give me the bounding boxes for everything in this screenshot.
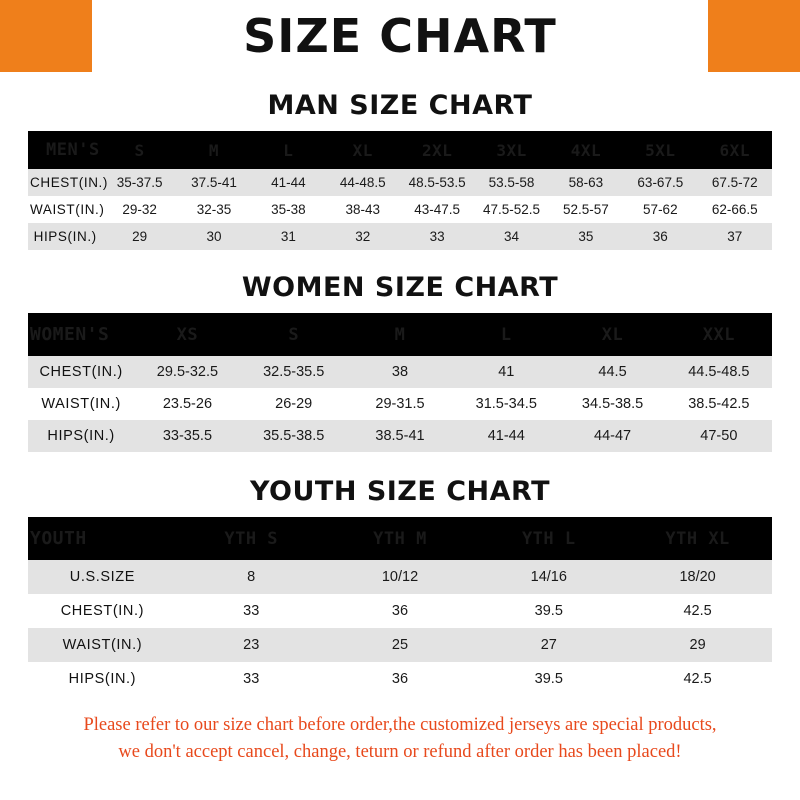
men-hips-label: HIPS(IN.) [33, 229, 97, 244]
men-hips-s: 29 [132, 229, 148, 244]
women-waist-s: 26-29 [275, 396, 313, 412]
women-size-table [28, 313, 772, 452]
youth-waist-label: WAIST(IN.) [62, 637, 143, 653]
table-row [28, 356, 772, 388]
table-row [28, 196, 772, 223]
youth-header-row [28, 517, 772, 560]
women-header-row [28, 313, 772, 356]
women-waist-xxl: 38.5-42.5 [688, 396, 750, 412]
men-waist-6xl: 62-66.5 [711, 202, 758, 217]
table-row [28, 420, 772, 452]
women-waist-xs: 23.5-26 [162, 396, 213, 412]
women-size-table-wrapper [28, 313, 772, 452]
women-header-l: L [500, 324, 512, 345]
women-header-s: S [288, 324, 300, 345]
youth-ussize-l: 14/16 [530, 569, 567, 585]
men-hips-3xl: 34 [504, 229, 520, 244]
women-chest-label: CHEST(IN.) [39, 364, 123, 380]
women-waist-xl: 34.5-38.5 [581, 396, 644, 412]
youth-hips-label: HIPS(IN.) [68, 671, 137, 687]
youth-header-xl: YTH XL [665, 528, 730, 549]
youth-waist-s: 23 [243, 637, 260, 653]
youth-chest-label: CHEST(IN.) [60, 603, 145, 619]
youth-ussize-label: U.S.SIZE [69, 569, 136, 585]
youth-chest-s: 33 [243, 603, 260, 619]
women-header-xxl: XXL [702, 324, 735, 345]
men-chest-l: 41-44 [271, 175, 306, 190]
men-waist-xl: 38-43 [345, 202, 381, 217]
youth-section-title: YOUTH SIZE CHART [249, 476, 551, 507]
youth-header-s: YTH S [224, 528, 279, 549]
policy-note-line-1: Please refer to our size chart before order,the customized jerseys are special products, [83, 715, 717, 735]
men-waist-4xl: 52.5-57 [563, 202, 609, 217]
men-chest-xl: 44-48.5 [339, 175, 386, 190]
men-header-2xl: 2XL [421, 140, 453, 160]
men-waist-s: 29-32 [122, 202, 157, 217]
youth-ussize-xl: 18/20 [679, 569, 716, 585]
men-hips-5xl: 36 [652, 229, 668, 244]
men-waist-5xl: 57-62 [643, 202, 678, 217]
table-row [28, 594, 772, 628]
men-hips-4xl: 35 [578, 229, 594, 244]
women-waist-m: 29-31.5 [375, 396, 425, 412]
women-header-xl: XL [601, 324, 624, 345]
women-section-title: WOMEN SIZE CHART [241, 272, 559, 303]
women-chest-m: 38 [391, 364, 409, 380]
table-row [28, 560, 772, 594]
women-chest-xxl: 44.5-48.5 [688, 364, 750, 380]
youth-header-label: YOUTH [30, 528, 87, 549]
men-hips-xl: 32 [355, 229, 371, 244]
youth-size-table [28, 517, 772, 696]
women-waist-l: 31.5-34.5 [475, 396, 537, 412]
men-header-6xl: 6XL [719, 140, 750, 160]
table-row [28, 169, 772, 196]
youth-hips-l: 39.5 [534, 671, 563, 687]
women-hips-xl: 44-47 [594, 428, 632, 444]
women-chest-l: 41 [498, 364, 515, 380]
youth-ussize-m: 10/12 [381, 569, 419, 585]
table-row [28, 662, 772, 696]
men-header-s: S [134, 140, 145, 160]
men-chest-5xl: 63-67.5 [637, 175, 684, 190]
men-header-5xl: 5XL [645, 140, 676, 160]
women-header-label: WOMEN'S [30, 324, 110, 345]
policy-note-line-2: we don't accept cancel, change, teturn or refund after order has been placed! [118, 741, 682, 762]
header-banner-inner [92, 0, 708, 72]
men-header-xl: XL [352, 140, 373, 160]
men-waist-2xl: 43-47.5 [414, 202, 461, 217]
men-chest-6xl: 67.5-72 [711, 175, 758, 190]
men-chest-m: 37.5-41 [191, 175, 237, 190]
men-hips-m: 30 [206, 229, 222, 244]
youth-header-m: YTH M [373, 528, 427, 549]
youth-hips-s: 33 [243, 671, 260, 687]
youth-hips-m: 36 [391, 671, 409, 687]
women-header-m: M [394, 324, 406, 345]
table-row [28, 388, 772, 420]
header-banner [0, 0, 800, 72]
table-row [28, 628, 772, 662]
youth-hips-xl: 42.5 [683, 671, 712, 687]
men-chest-2xl: 48.5-53.5 [408, 175, 466, 190]
youth-header-l: YTH L [521, 528, 576, 549]
women-hips-xxl: 47-50 [700, 428, 738, 444]
men-chest-4xl: 58-63 [568, 175, 604, 190]
youth-chest-l: 39.5 [534, 603, 563, 619]
women-chest-s: 32.5-35.5 [263, 364, 325, 380]
youth-chest-xl: 42.5 [683, 603, 712, 619]
youth-ussize-s: 8 [247, 569, 256, 585]
men-waist-l: 35-38 [271, 202, 306, 217]
men-header-m: M [208, 140, 220, 160]
women-hips-s: 35.5-38.5 [263, 428, 325, 444]
men-section-title: MAN SIZE CHART [267, 90, 533, 121]
men-chest-3xl: 53.5-58 [488, 175, 535, 190]
women-chest-xl: 44.5 [598, 364, 627, 380]
women-hips-m: 38.5-41 [375, 428, 425, 444]
men-waist-3xl: 47.5-52.5 [483, 202, 541, 217]
table-row [28, 223, 772, 250]
youth-size-table-wrapper [28, 517, 772, 696]
men-header-l: L [283, 140, 294, 160]
men-chest-s: 35-37.5 [116, 175, 163, 190]
youth-waist-l: 27 [540, 637, 557, 653]
men-header-label: MEN'S [46, 140, 100, 160]
women-hips-label: HIPS(IN.) [47, 428, 115, 444]
women-hips-l: 41-44 [487, 428, 525, 444]
men-hips-l: 31 [280, 229, 296, 244]
men-hips-6xl: 37 [727, 229, 743, 244]
policy-note [22, 712, 778, 766]
men-chest-label: CHEST(IN.) [30, 175, 108, 190]
women-hips-xs: 33-35.5 [162, 428, 213, 444]
men-hips-2xl: 33 [429, 229, 445, 244]
youth-waist-xl: 29 [689, 637, 706, 653]
men-waist-m: 32-35 [196, 202, 232, 217]
men-waist-label: WAIST(IN.) [30, 202, 105, 217]
men-size-table [28, 131, 772, 250]
youth-chest-m: 36 [391, 603, 409, 619]
men-size-table-wrapper [28, 131, 772, 250]
youth-waist-m: 25 [391, 637, 409, 653]
men-header-row [28, 131, 772, 169]
women-chest-xs: 29.5-32.5 [156, 364, 219, 380]
page-title: SIZE CHART [243, 9, 557, 63]
women-waist-label: WAIST(IN.) [41, 396, 121, 412]
women-header-xs: XS [176, 324, 199, 345]
men-header-4xl: 4XL [570, 140, 602, 160]
men-header-3xl: 3XL [496, 140, 527, 160]
